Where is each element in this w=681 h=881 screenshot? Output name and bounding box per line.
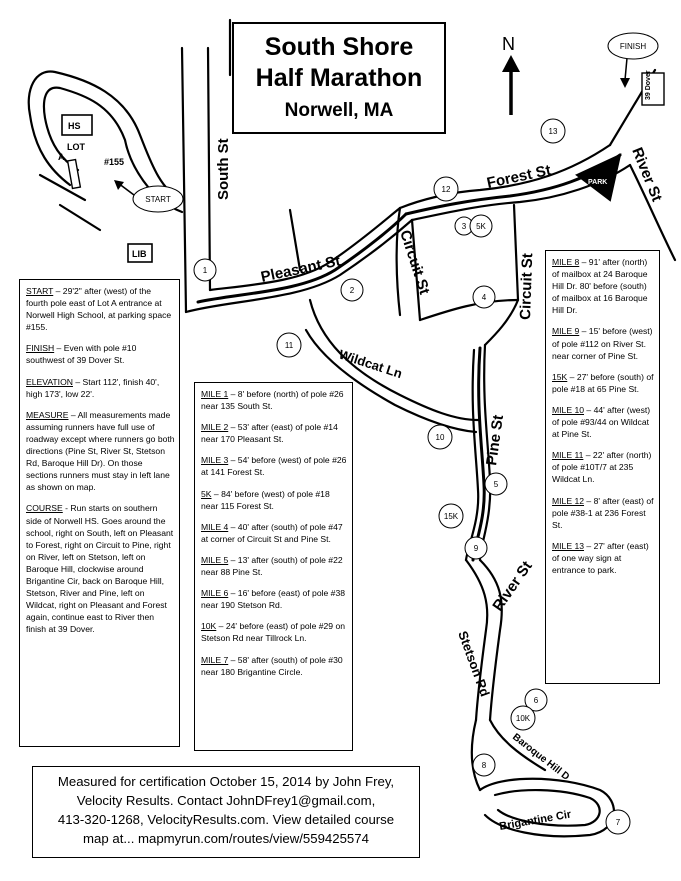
footer-line-4: map at... mapmyrun.com/routes/view/559425574 — [83, 831, 369, 846]
course-info-entry — [26, 376, 175, 400]
north-arrow-icon — [502, 55, 520, 115]
mile-marker-entry — [201, 620, 348, 644]
mile-marker-text: – 91' after (north) of mailbox at 24 Baroque Hill Dr. 80' before (south) of mailbox at 16 Baroque Hill Dr. — [552, 257, 648, 316]
marker-9 — [465, 537, 487, 559]
pine-st-label: Pine St — [483, 413, 508, 467]
svg-text:5: 5 — [493, 480, 499, 489]
svg-text:START: START — [145, 195, 171, 204]
svg-text:12: 12 — [441, 185, 451, 194]
hs-label: HS — [68, 121, 81, 131]
course-info-entry — [26, 342, 175, 366]
title-line-2: Half Marathon — [255, 64, 423, 92]
svg-text:2: 2 — [349, 286, 355, 295]
mile-marker-text: – 40' after (south) of pole #47 at corner of Circuit St and Pine St. — [201, 521, 343, 544]
footer-line-3: 413-320-1268, VelocityResults.com. View detailed course — [57, 812, 395, 827]
course-info-entry — [26, 285, 175, 333]
course-info-entry — [26, 409, 175, 494]
marker-15k — [439, 504, 463, 528]
mile-marker-key: MILE 12 — [552, 495, 585, 506]
mile-marker-text: – 22' after (north) of pole #10T/7 at 235 Wildcat Ln. — [552, 450, 652, 485]
title-box — [232, 22, 446, 134]
south-st-label: South St — [215, 138, 232, 200]
marker-4 — [473, 286, 495, 308]
lot-a-label: A — [58, 152, 65, 162]
mile-marker-entry — [552, 404, 655, 440]
mile-markers-box-1 — [194, 382, 353, 751]
mile-marker-key: MILE 8 — [552, 257, 580, 267]
mile-marker-key: MILE 9 — [552, 326, 580, 337]
mile-marker-key: 10K — [201, 621, 217, 632]
mile-marker-entry — [201, 554, 348, 578]
marker-start — [133, 186, 183, 212]
mile-marker-key: MILE 4 — [201, 521, 229, 532]
baroque-hill-label: Baroque Hill D — [510, 731, 572, 783]
mile-marker-text: – 84' before (west) of pole #18 near 115 Forest St. — [201, 488, 330, 511]
course-info-key: FINISH — [26, 343, 55, 354]
mile-marker-key: MILE 5 — [201, 554, 229, 565]
mile-marker-key: MILE 11 — [552, 450, 584, 461]
marker-5k — [470, 215, 492, 237]
marker-13 — [541, 119, 565, 143]
footer-line-1: Measured for certification October 15, 2014 by John Frey, — [57, 774, 395, 789]
mile-marker-key: 5K — [201, 488, 212, 499]
mile-marker-entry — [552, 495, 655, 531]
mile-marker-entry — [552, 371, 655, 395]
mile-marker-entry — [201, 454, 348, 478]
svg-text:11: 11 — [284, 341, 294, 350]
course-info-text: – Even with pole #10 southwest of 39 Dover St. — [26, 343, 137, 366]
mile-marker-key: MILE 7 — [201, 654, 229, 665]
mile-marker-text: – 27' after (east) of one way sign at entrance to park. — [552, 540, 649, 575]
course-info-text: – All measurements made assuming runners have full use of roadway except where runners go both directions (Pine St, River St, Stetson Rd, Baroque Hill Dr). On those sections runners must stay in left lane as shown on map. — [26, 409, 175, 493]
mile-marker-key: MILE 1 — [201, 389, 229, 399]
marker-12 — [434, 177, 458, 201]
svg-text:10: 10 — [435, 433, 445, 442]
mile-marker-text: – 15' before (west) of pole #112 on River St. near corner of Pine St. — [552, 326, 653, 361]
dover-label: 39 Dover — [645, 70, 652, 100]
marker-10k — [511, 706, 535, 730]
mile-marker-text: – 54' before (west) of pole #26 at 141 Forest St. — [201, 455, 347, 478]
space-label: #155 — [104, 157, 125, 167]
lot-label: LOT — [67, 142, 85, 152]
course-info-entry — [26, 502, 175, 635]
marker-11 — [277, 333, 301, 357]
mile-marker-entry — [201, 421, 348, 445]
lib-label: LIB — [132, 249, 147, 259]
mile-marker-text: – 24' before (east) of pole #29 on Stetson Rd near Tillrock Ln. — [201, 621, 346, 644]
marker-7 — [606, 810, 630, 834]
svg-text:3: 3 — [461, 222, 467, 231]
mile-marker-entry — [201, 521, 348, 545]
course-info-key: COURSE — [26, 503, 63, 514]
course-info-text: – Start 112', finish 40', high 173', low 22'. — [26, 376, 160, 399]
forest-st-label: Forest St — [485, 161, 553, 192]
mile-marker-key: MILE 10 — [552, 404, 585, 415]
mile-marker-text: – 8' after (east) of pole #38-1 at 236 Forest St. — [552, 495, 654, 530]
mile-marker-entry — [552, 449, 655, 485]
course-info-text: - Run starts on southern side of Norwell HS. Goes around the school, right on South, left on Pleasant to Forest, right on Circuit to Pine, right on River, left on Stetson, left on Baroque Hill, clockwise around Brigantine Cir, back on Baroque Hill, Stetson, River and Pine, left on Wildcat, right on Pleasant and Forest again, continue east to River then finish at 39 Dover. — [26, 503, 174, 635]
course-info-text: – 29'2" after (west) of the fourth pole east of Lot A entrance at Norwell High School, at parking space #155. — [26, 286, 172, 333]
mile-marker-entry — [201, 488, 348, 512]
title-location: Norwell, MA — [284, 100, 394, 121]
svg-text:10K: 10K — [515, 714, 531, 723]
svg-text:FINISH: FINISH — [619, 42, 647, 51]
mile-marker-key: MILE 3 — [201, 455, 229, 466]
mile-marker-key: MILE 6 — [201, 588, 229, 599]
footer-line-2: Velocity Results. Contact JohnDFrey1@gmail.com, — [76, 793, 376, 808]
pleasant-st-label: Pleasant St — [259, 252, 342, 286]
marker-finish — [608, 33, 658, 59]
circuit-st-label-1: Circuit St — [396, 227, 433, 297]
mile-marker-key: MILE 2 — [201, 422, 229, 433]
marker-2 — [341, 279, 363, 301]
mile-marker-entry — [201, 587, 348, 611]
circuit-st-label-2: Circuit St — [517, 252, 537, 321]
river-st-upper-label: River St — [628, 145, 666, 205]
mile-marker-entry — [552, 540, 655, 576]
title-line-1: South Shore — [264, 33, 414, 61]
mile-marker-entry — [201, 388, 348, 412]
wildcat-ln-label: Wildcat Ln — [337, 346, 405, 382]
mile-marker-entry — [201, 654, 348, 678]
marker-8 — [473, 754, 495, 776]
svg-text:7: 7 — [615, 818, 621, 827]
north-label: N — [502, 34, 515, 54]
mile-marker-entry — [552, 325, 655, 361]
mile-marker-key: 15K — [552, 371, 568, 382]
mile-marker-text: – 8' before (north) of pole #26 near 135 South St. — [201, 389, 344, 412]
certification-footer — [32, 766, 420, 858]
mile-marker-text: – 44' after (west) of pole #93/44 on Wildcat at Pine St. — [552, 404, 651, 440]
svg-text:6: 6 — [533, 696, 539, 705]
marker-5 — [485, 473, 507, 495]
mile-marker-text: – 58' after (south) of pole #30 near 180 Brigantine Circle. — [201, 654, 343, 677]
svg-text:5K: 5K — [476, 222, 486, 231]
svg-text:13: 13 — [548, 127, 558, 136]
course-info-key: START — [26, 286, 54, 296]
mile-marker-text: – 13' after (south) of pole #22 near 88 Pine St. — [201, 554, 343, 578]
svg-text:8: 8 — [481, 761, 487, 770]
marker-10 — [428, 425, 452, 449]
stetson-rd-label: Stetson Rd — [455, 628, 493, 699]
marker-1 — [194, 259, 216, 281]
svg-text:4: 4 — [481, 293, 487, 302]
mile-markers-box-2 — [545, 250, 660, 684]
svg-text:9: 9 — [473, 544, 479, 553]
course-info-key: MEASURE — [26, 409, 69, 420]
mile-marker-text: – 53' after (east) of pole #14 near 170 Pleasant St. — [201, 422, 338, 445]
mile-marker-entry — [552, 256, 655, 316]
mile-marker-text: – 27' before (south) of pole #18 at 65 Pine St. — [552, 371, 654, 394]
course-info-box — [19, 279, 180, 747]
svg-text:1: 1 — [202, 266, 208, 275]
course-info-key: ELEVATION — [26, 376, 73, 387]
park-label: PARK — [588, 179, 608, 186]
svg-text:15K: 15K — [443, 512, 459, 521]
mile-marker-key: MILE 13 — [552, 540, 585, 551]
river-st-label: River St — [489, 558, 536, 615]
brigantine-cir-label: Brigantine Cir — [498, 808, 573, 833]
mile-marker-text: – 16' before (east) of pole #38 near 190 Stetson Rd. — [201, 588, 346, 611]
